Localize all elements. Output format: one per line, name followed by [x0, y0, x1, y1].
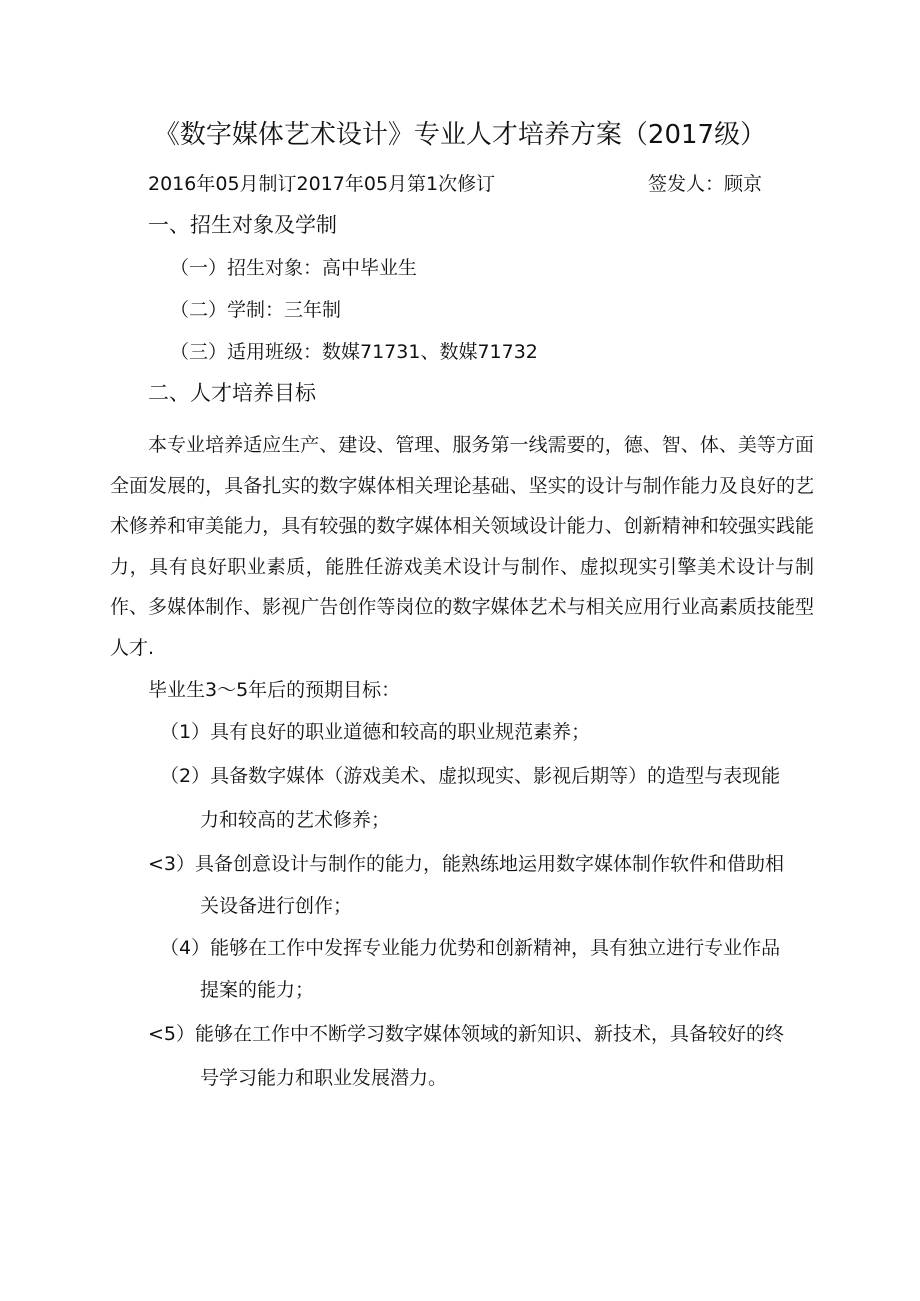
revision-note: 2016年05月制订2017年05月第1次修订 [148, 173, 496, 195]
goal-item-2: （2）具备数字媒体（游戏美术、虚拟现实、影视后期等）的造型与表现能 [160, 765, 781, 787]
issuer-line: 签发人：顾京 [648, 173, 763, 195]
study-length-item: （二）学制：三年制 [170, 299, 342, 321]
section-heading-enrollment: 一、招生对象及学制 [148, 213, 337, 237]
enrollment-target-item: （一）招生对象：高中毕业生 [170, 257, 418, 279]
goal-item-5-continued: 号学习能力和职业发展潜力。 [200, 1067, 448, 1089]
goal-item-2-continued: 力和较高的艺术修养； [200, 809, 391, 831]
goal-item-5: <5）能够在工作中不断学习数字媒体领域的新知识、新技术，具备较好的终 [148, 1023, 785, 1045]
goal-item-4: （4）能够在工作中发挥专业能力优势和创新精神，具有独立进行专业作品 [160, 937, 781, 959]
goal-item-3-continued: 关设备进行创作； [200, 895, 353, 917]
applicable-classes-item: （三）适用班级：数媒71731、数媒71732 [170, 341, 538, 363]
expected-goals-heading: 毕业生3～5年后的预期目标： [148, 679, 401, 701]
section-heading-training-goals: 二、人才培养目标 [148, 381, 316, 405]
goal-item-4-continued: 提案的能力； [200, 979, 315, 1001]
goal-item-1: （1）具有良好的职业道德和较高的职业规范素养； [160, 721, 591, 743]
goal-item-3: <3）具备创意设计与制作的能力，能熟练地运用数字媒体制作软件和借助相 [148, 853, 785, 875]
document-title: 《数字媒体艺术设计》专业人才培养方案（2017级） [153, 120, 767, 150]
training-goals-paragraph: 本专业培养适应生产、建设、管理、服务第一线需要的，德、智、体、美等方面全面发展的，具备扎实的数字媒体相关理论基础、坚实的设计与制作能力及良好的艺术修养和审美能力，具有较强的数字媒体相关领域设计能力、创新精神和较强实践能力，具有良好职业素质，能胜任游戏美术设计与制作、虚拟现实引擎美术设计与制作、多媒体制作、影视广告创作等岗位的数字媒体艺术与相关应用行业高素质技能型人才. [110, 434, 814, 659]
